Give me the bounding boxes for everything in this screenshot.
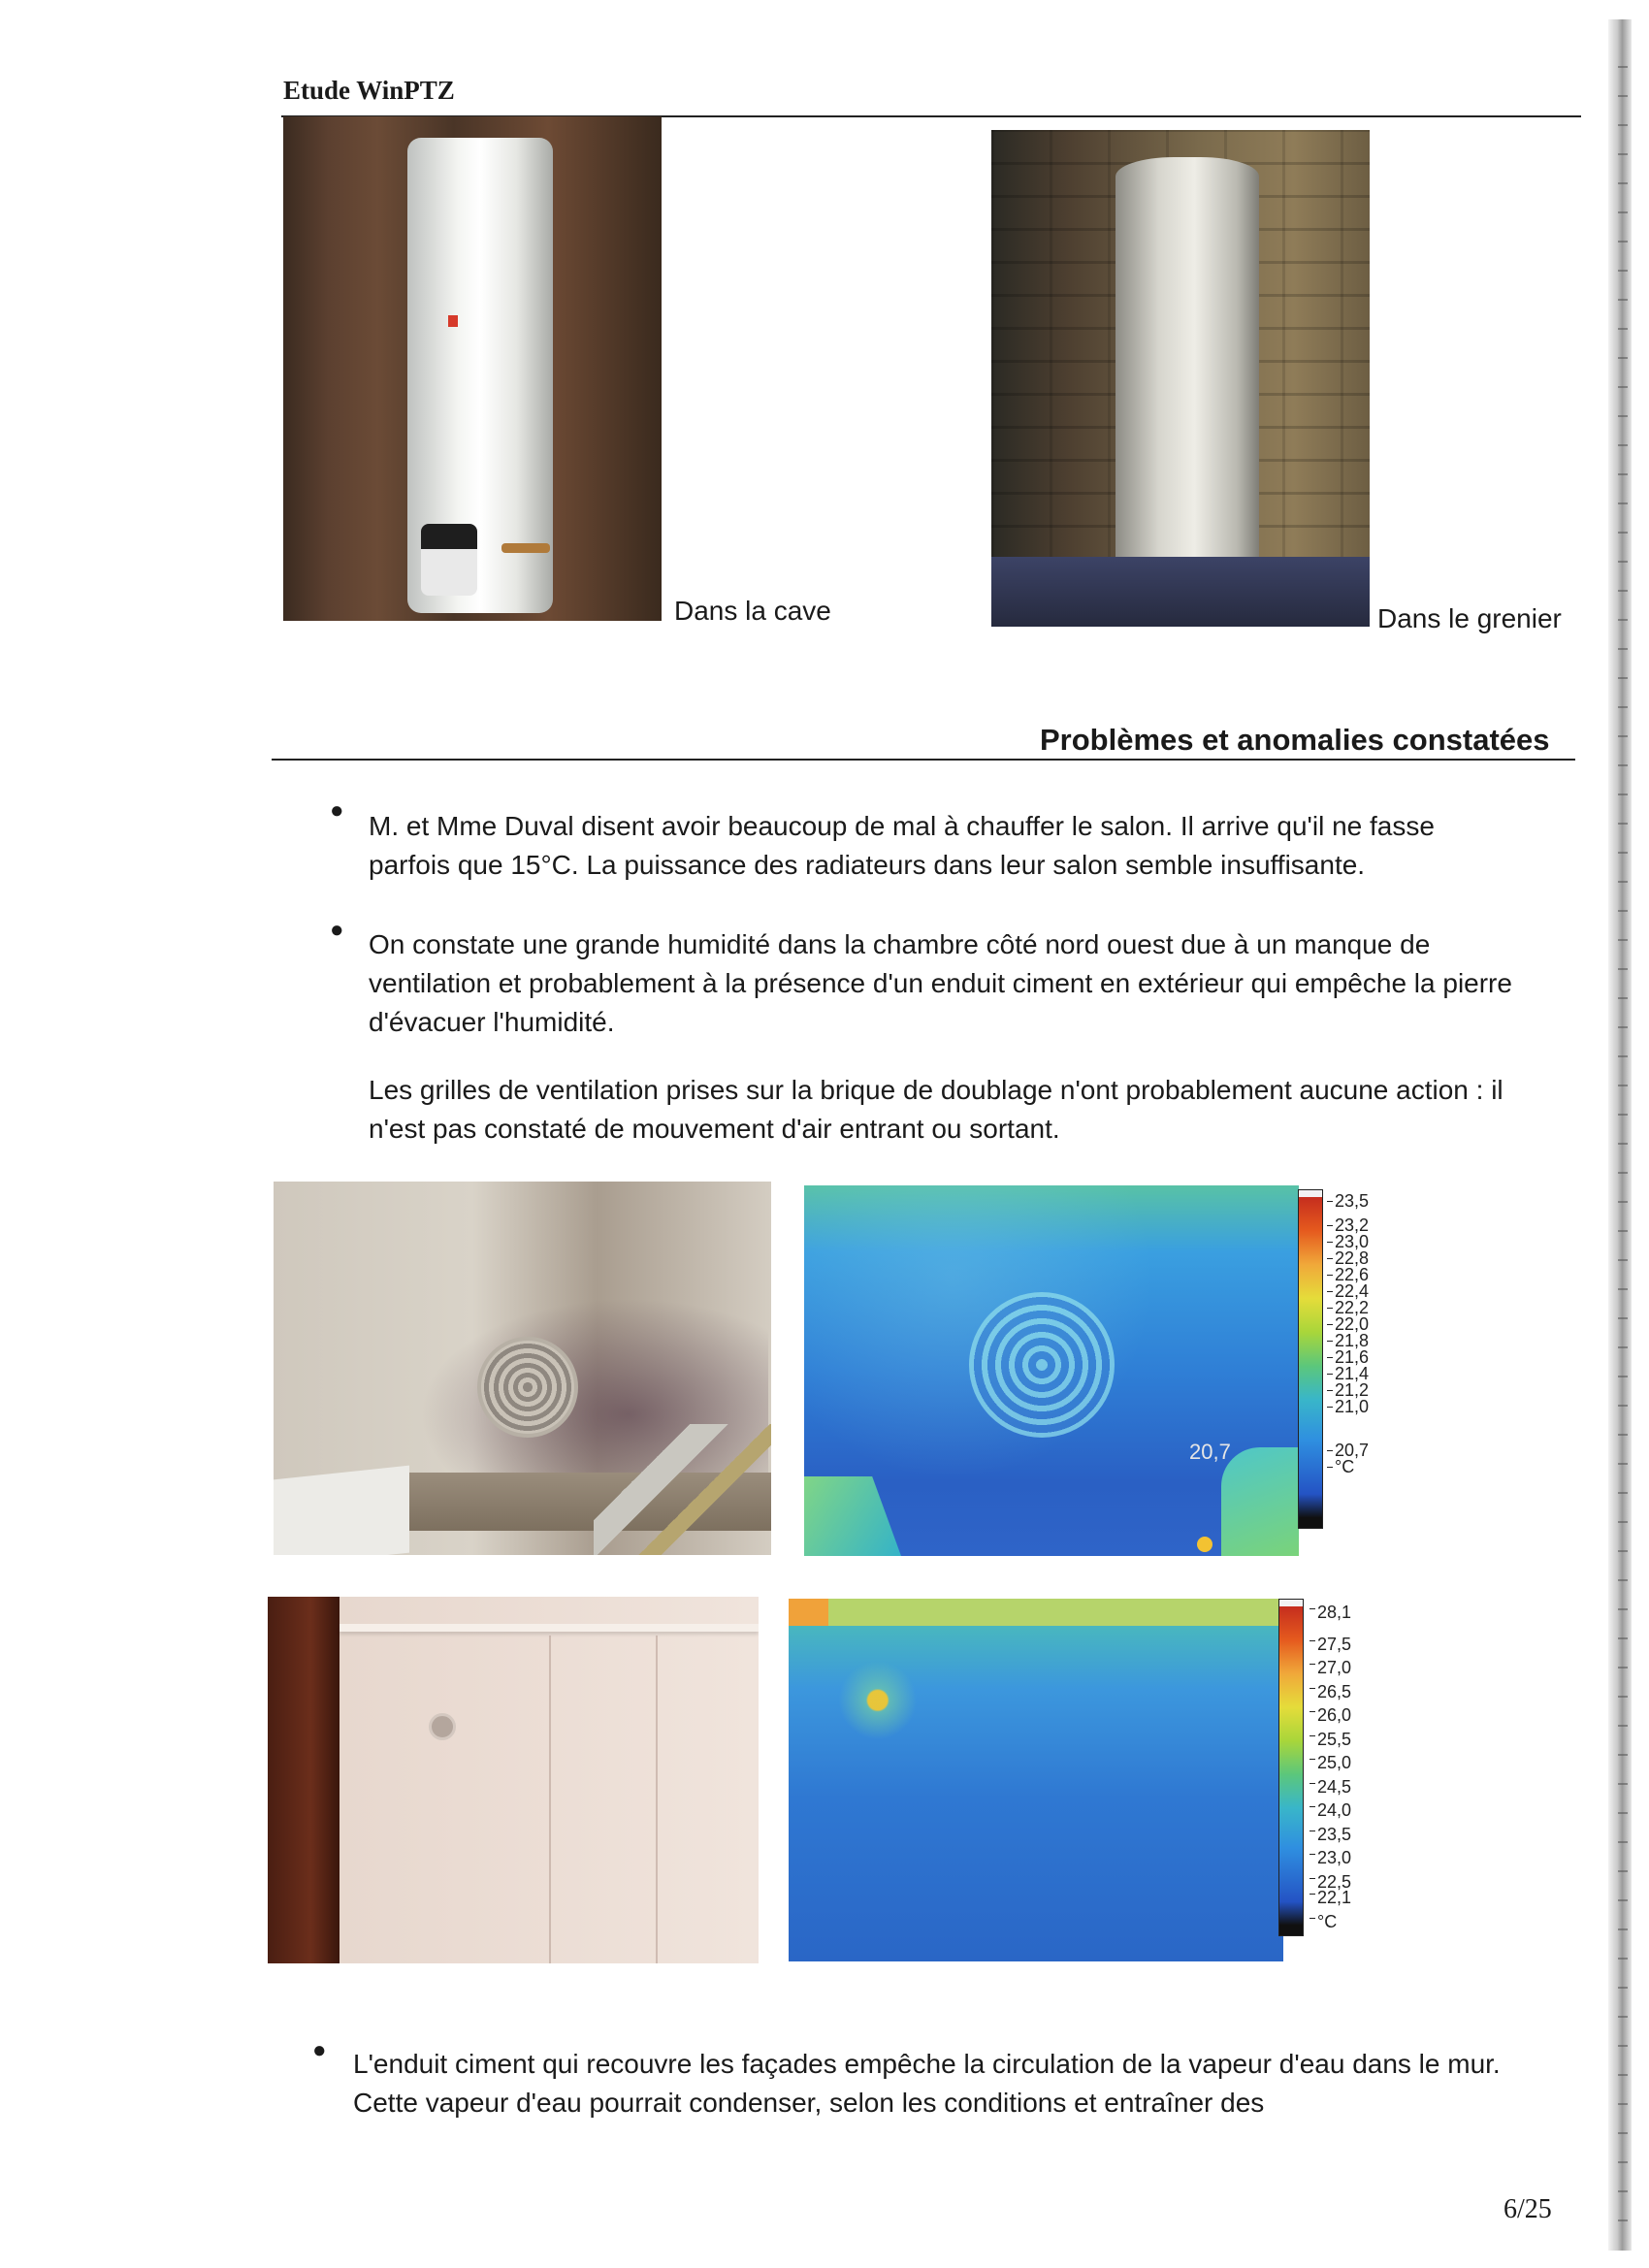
photo-room-corner [268,1597,759,1963]
paragraph-heating: M. et Mme Duval disent avoir beaucoup de mal à chauffer le salon. Il arrive qu'il ne fasse parfois que 15°C. La puissance des radiateurs dans leur salon semble insuffisante. [369,811,1435,880]
scale-tick: 27,5 [1310,1633,1351,1657]
thermal-scale-ticks [1327,1193,1369,1475]
wooden-door-frame [268,1597,340,1963]
thermal-color-scale [1298,1189,1323,1529]
paragraph-humidity: On constate une grande humidité dans la chambre côté nord ouest due à un manque de ventilation et probablement à la présence d'un enduit ciment en extérieur qui empêche la pierre d'évacuer l'humidité. [369,929,1512,1037]
thermal-ceiling-band [789,1599,1283,1626]
scale-tick: 26,5 [1310,1680,1351,1704]
section-title: Problèmes et anomalies constatées [1040,723,1550,757]
bullet-icon: ● [312,2037,327,2063]
wall-seam [656,1636,658,1963]
scale-tick: 22,0 [1327,1316,1369,1333]
scale-tick: 23,0 [1327,1234,1369,1250]
thermal-color-scale [1278,1599,1304,1936]
brand-logo-icon [448,315,458,327]
scale-tick: 20,7 [1327,1442,1369,1459]
scale-tick: 21,6 [1327,1349,1369,1366]
wall-seam [549,1636,551,1963]
paragraph-cement-render: L'enduit ciment qui recouvre les façades empêche la circulation de la vapeur d'eau dans le mur. Cette vapeur d'eau pourrait condenser, selon les conditions et entraîner des [353,2049,1501,2118]
caption-cave: Dans la cave [674,596,831,626]
scale-tick: 22,5 [1310,1870,1351,1895]
thermal-hot-spot [1197,1537,1212,1552]
scale-tick: 22,2 [1327,1300,1369,1316]
thermal-corner-left [804,1476,901,1556]
section-rule [272,759,1575,761]
scale-tick: 21,4 [1327,1366,1369,1382]
thermogram-room [789,1599,1283,1961]
photo-wall-vent [274,1182,771,1555]
copper-pipe [501,543,550,553]
temperature-reading: 20,7 [1189,1440,1231,1464]
scale-tick: 24,5 [1310,1775,1351,1799]
scan-edge-marks [1618,39,1628,2231]
scale-unit: °C [1327,1459,1369,1475]
scale-tick: 23,2 [1327,1217,1369,1234]
scale-tick: 21,8 [1327,1333,1369,1349]
scale-tick: 28,1 [1310,1601,1351,1625]
document-header-title: Etude WinPTZ [283,76,455,105]
page-number: 6/25 [1504,2194,1552,2224]
bullet-icon: ● [330,917,344,943]
scale-tick: 21,0 [1327,1399,1369,1415]
scale-tick: 22,1 [1310,1886,1351,1910]
scale-tick: 24,0 [1310,1798,1351,1823]
scale-tick: 23,5 [1327,1193,1369,1210]
photo-water-heater-grenier [991,130,1370,627]
scale-unit: °C [1310,1910,1351,1934]
vent-grille-icon [477,1337,578,1438]
thermal-scale-ticks [1310,1601,1351,1933]
tank-base [421,524,477,596]
scale-tick: 25,5 [1310,1728,1351,1752]
ceiling-cornice [340,1624,759,1632]
scale-tick: 22,8 [1327,1250,1369,1267]
attic-floor [991,557,1370,627]
radiator-pipes [594,1424,771,1555]
scale-tick: 22,4 [1327,1283,1369,1300]
scale-tick: 23,5 [1310,1823,1351,1847]
thermogram-vent [804,1185,1299,1556]
photo-water-heater-cave [283,116,662,621]
white-panel [274,1466,409,1555]
scale-tick: 27,0 [1310,1656,1351,1680]
scale-tick: 26,0 [1310,1703,1351,1728]
scale-tick: 22,6 [1327,1267,1369,1283]
caption-grenier: Dans le grenier [1377,603,1562,633]
vent-icon [429,1713,456,1740]
thermal-corner-right [1221,1447,1299,1556]
scale-tick: 25,0 [1310,1751,1351,1775]
scale-tick: 23,0 [1310,1846,1351,1870]
vent-thermal-ring [969,1292,1115,1438]
scale-tick: 21,2 [1327,1382,1369,1399]
paragraph-ventilation: Les grilles de ventilation prises sur la brique de doublage n'ont probablement aucune action : il n'est pas constaté de mouvement d'air entrant ou sortant. [369,1075,1504,1144]
bullet-icon: ● [330,797,344,824]
water-heater-tank [1116,157,1259,594]
